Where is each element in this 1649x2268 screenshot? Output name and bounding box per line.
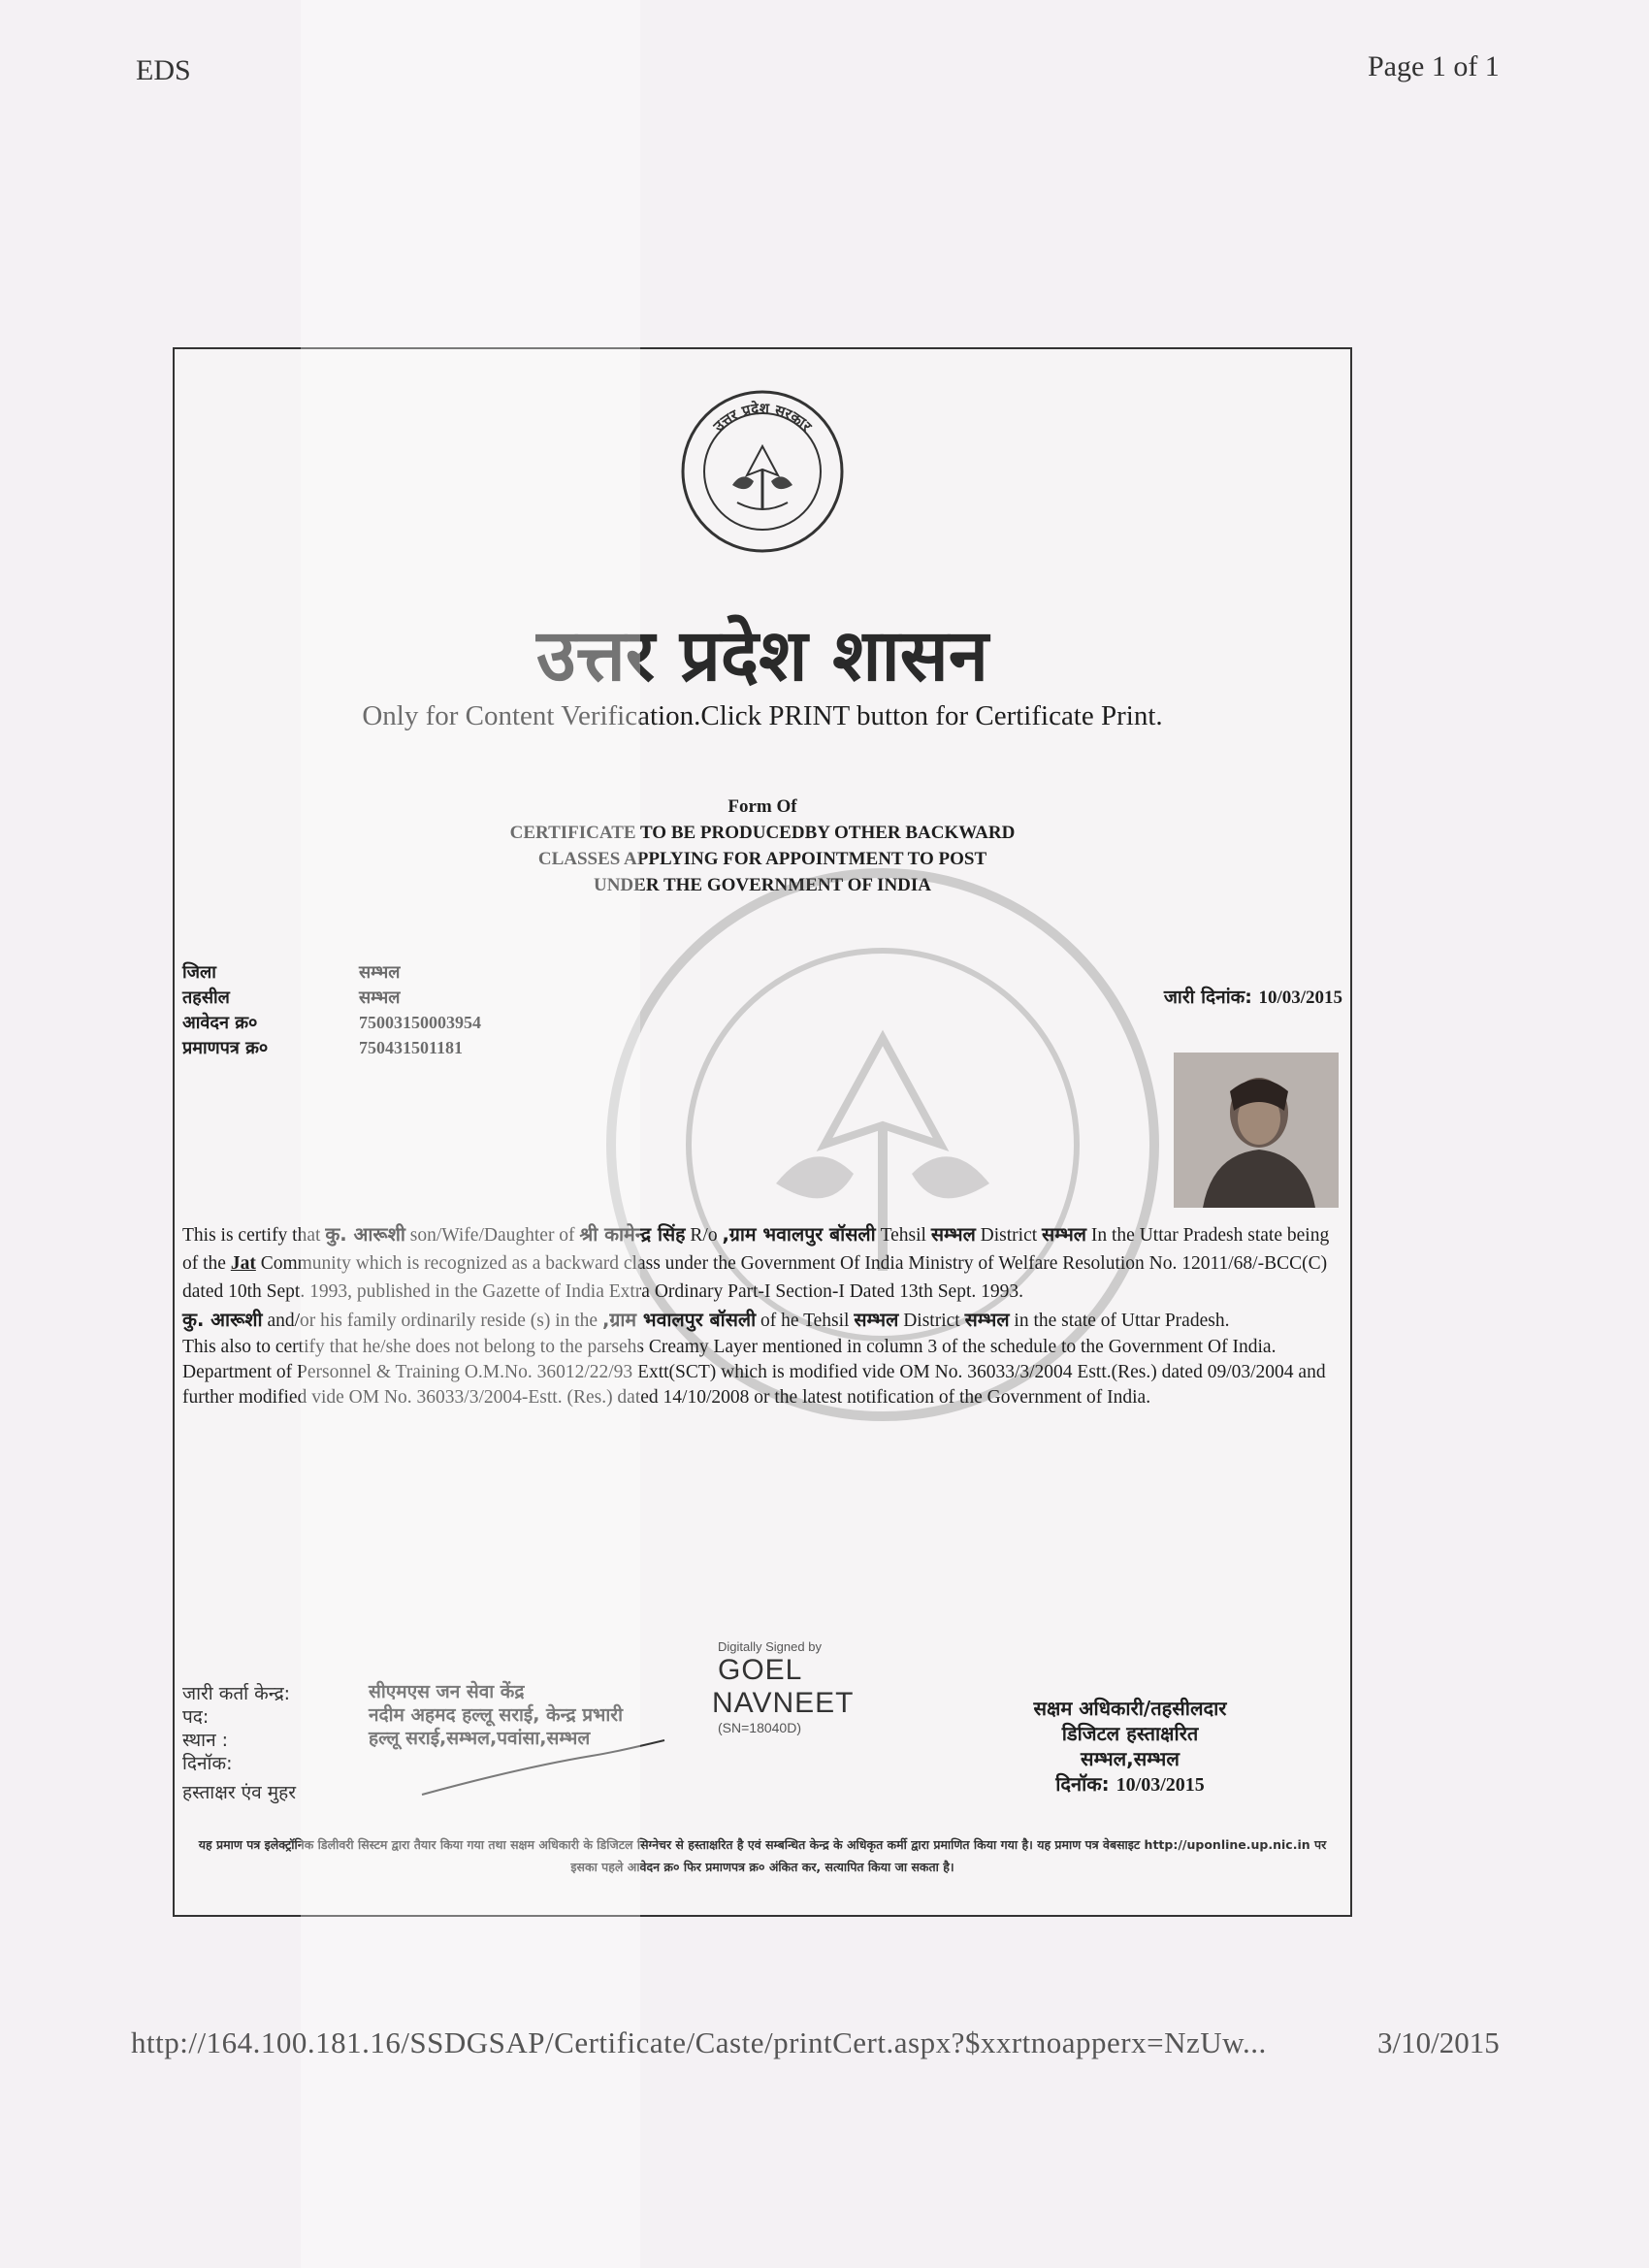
body-text: Tehsil bbox=[875, 1225, 931, 1246]
footer-date: 3/10/2015 bbox=[1377, 2025, 1500, 2059]
issuer-officer: नदीम अहमद हल्लू सराई, केन्द्र प्रभारी bbox=[369, 1704, 624, 1726]
issuer-label-center: जारी कर्ता केन्द्र: bbox=[182, 1683, 291, 1704]
digital-signature-caption: Digitally Signed by bbox=[718, 1639, 822, 1654]
meta-value-certificate-no: 750431501181 bbox=[359, 1038, 464, 1057]
signer-serial: (SN=18040D) bbox=[718, 1720, 801, 1735]
form-heading-line: CERTIFICATE TO BE PRODUCEDBY OTHER BACKWARD bbox=[509, 823, 1016, 843]
body-paragraph: This also to certify that he/she does not belong to the parsehs Creamy Layer mentioned in column 3 of the schedule to the Government Of India. Department of Personnel & Training O.M.No. 36012/22/93 Extt(SCT) which is modified vide OM No. 36033/3/2004 Estt.(Res.) dated 09/03/2004 and further modified vide OM No. 36033/3/2004-Estt. (Res.) dated 14/10/2008 or the latest notification of the Government of India. bbox=[182, 1337, 1326, 1408]
signer-name-line2: NAVNEET bbox=[712, 1687, 855, 1719]
person-photo-icon bbox=[1174, 1053, 1339, 1208]
emblem-text: उत्तर प्रदेश सरकार bbox=[709, 399, 816, 436]
body-text: In the Uttar Pradesh state being of the bbox=[182, 1225, 1330, 1274]
body-paragraph bbox=[182, 1306, 1342, 1335]
meta-value-tehsil: सम्भल bbox=[359, 988, 401, 1007]
applicant-photo bbox=[1174, 1053, 1339, 1208]
issuer-label-signature: हस्ताक्षर एंव मुहर bbox=[182, 1782, 296, 1803]
district-name: सम्भल bbox=[964, 1309, 1010, 1331]
meta-label-tehsil: तहसील bbox=[182, 988, 230, 1008]
village-name: ,ग्राम भवालपुर बॉसली bbox=[722, 1223, 876, 1246]
body-text: in the state of Uttar Pradesh. bbox=[1009, 1311, 1230, 1331]
form-heading-line: UNDER THE GOVERNMENT OF INDIA bbox=[593, 875, 932, 895]
issue-date-value: 10/03/2015 bbox=[1258, 988, 1342, 1008]
body-text: and/or his family ordinarily reside (s) in the bbox=[262, 1311, 602, 1331]
issuer-place: हल्लू सराई,सम्भल,पवांसा,सम्भल bbox=[369, 1728, 591, 1749]
page-header-left: EDS bbox=[136, 54, 191, 86]
digital-signature bbox=[712, 1639, 859, 1735]
certificate-body bbox=[182, 1220, 1342, 1410]
meta-value-district: सम्भल bbox=[359, 962, 401, 982]
verification-note: Only for Content Verification.Click PRINT button for Certificate Print. bbox=[362, 700, 1163, 731]
authority-signed-note: डिजिटल हस्ताक्षरित bbox=[1061, 1722, 1199, 1745]
district-name: सम्भल bbox=[1042, 1223, 1087, 1246]
meta-label-district: जिला bbox=[182, 962, 216, 983]
form-heading-line: Form Of bbox=[728, 796, 797, 817]
father-name: श्री कामेन्द्र सिंह bbox=[579, 1223, 686, 1246]
form-heading-line: CLASSES APPLYING FOR APPOINTMENT TO POST bbox=[537, 849, 987, 869]
issuer-label-place: स्थान : bbox=[182, 1730, 229, 1751]
state-emblem-icon bbox=[679, 388, 846, 555]
issuer-center: सीएमएस जन सेवा केंद्र bbox=[369, 1681, 525, 1702]
certificate-title: उत्तर प्रदेश शासन bbox=[536, 614, 988, 697]
meta-label-application-no: आवेदन क्र० bbox=[182, 1013, 258, 1033]
authority-date-value: 10/03/2015 bbox=[1116, 1774, 1205, 1796]
issue-date-label: जारी दिनांक: bbox=[1163, 987, 1252, 1008]
verification-footnote: यह प्रमाण पत्र इलेक्ट्रॉनिक डिलीवरी सिस्टम द्वारा तैयार किया गया तथा सक्षम अधिकारी के डिजिटल सिग्नेचर से हस्ताक्षरित है एवं सम्बन्धित केन्द्र के अधिकृत कर्मी द्वारा प्रमाणित किया गया है। यह प्रमाण पत्र वेबसाइट http://uponline.up.nic.in पर इसका पहले आवेदन क्र० फिर प्रमाणपत्र क्र० अंकित कर, सत्यापित किया जा सकता है। bbox=[198, 1837, 1327, 1874]
body-text: District bbox=[975, 1225, 1043, 1246]
village-name: ,ग्राम भवालपुर बॉसली bbox=[601, 1309, 757, 1331]
page-number: Page 1 of 1 bbox=[1368, 50, 1500, 82]
meta-value-application-no: 75003150003954 bbox=[359, 1013, 481, 1032]
body-text: This is certify that bbox=[182, 1225, 326, 1246]
tehsil-name: सम्भल bbox=[930, 1223, 976, 1246]
authority-block bbox=[912, 1696, 1348, 1798]
authority-date bbox=[912, 1771, 1348, 1798]
applicant-name: कु. आरूशी bbox=[182, 1309, 263, 1331]
authority-designation: सक्षम अधिकारी/तहसीलदार bbox=[1033, 1697, 1227, 1720]
body-text: of he Tehsil bbox=[756, 1311, 855, 1331]
authority-date-label: दिनॉक: bbox=[1055, 1772, 1110, 1796]
issue-date bbox=[1164, 984, 1342, 1009]
issuer-label-date: दिनॉक: bbox=[182, 1753, 233, 1774]
tehsil-name: सम्भल bbox=[854, 1309, 899, 1331]
applicant-name: कु. आरूशी bbox=[325, 1223, 405, 1246]
community-name: Jat bbox=[230, 1253, 256, 1274]
body-text: R/o bbox=[685, 1225, 723, 1246]
body-text: District bbox=[898, 1311, 965, 1331]
authority-location: सम्भल,सम्भल bbox=[1081, 1747, 1180, 1770]
certificate bbox=[173, 347, 1352, 1917]
body-text: Community which is recognized as a backward class under the Government Of India Ministry of Welfare Resolution No. 12011/68/-BCC(C) dated 10th Sept. 1993, published in the Gazette of India Extra Ordinary Part-I Section-I Dated 13th Sept. 1993. bbox=[182, 1253, 1328, 1302]
footer-url: http://164.100.181.16/SSDGSAP/Certificate/Caste/printCert.aspx?$xxrtnoapperx=NzUw... bbox=[131, 2025, 1267, 2059]
issuer-label-post: पद: bbox=[182, 1706, 210, 1728]
handwritten-signature-icon bbox=[417, 1736, 669, 1804]
body-paragraph bbox=[182, 1220, 1342, 1306]
meta-label-certificate-no: प्रमाणपत्र क्र० bbox=[182, 1038, 269, 1058]
svg-text:उत्तर प्रदेश सरकार bbox=[709, 400, 816, 436]
signer-name-line1: GOEL bbox=[718, 1654, 803, 1686]
body-text: son/Wife/Daughter of bbox=[404, 1225, 580, 1246]
